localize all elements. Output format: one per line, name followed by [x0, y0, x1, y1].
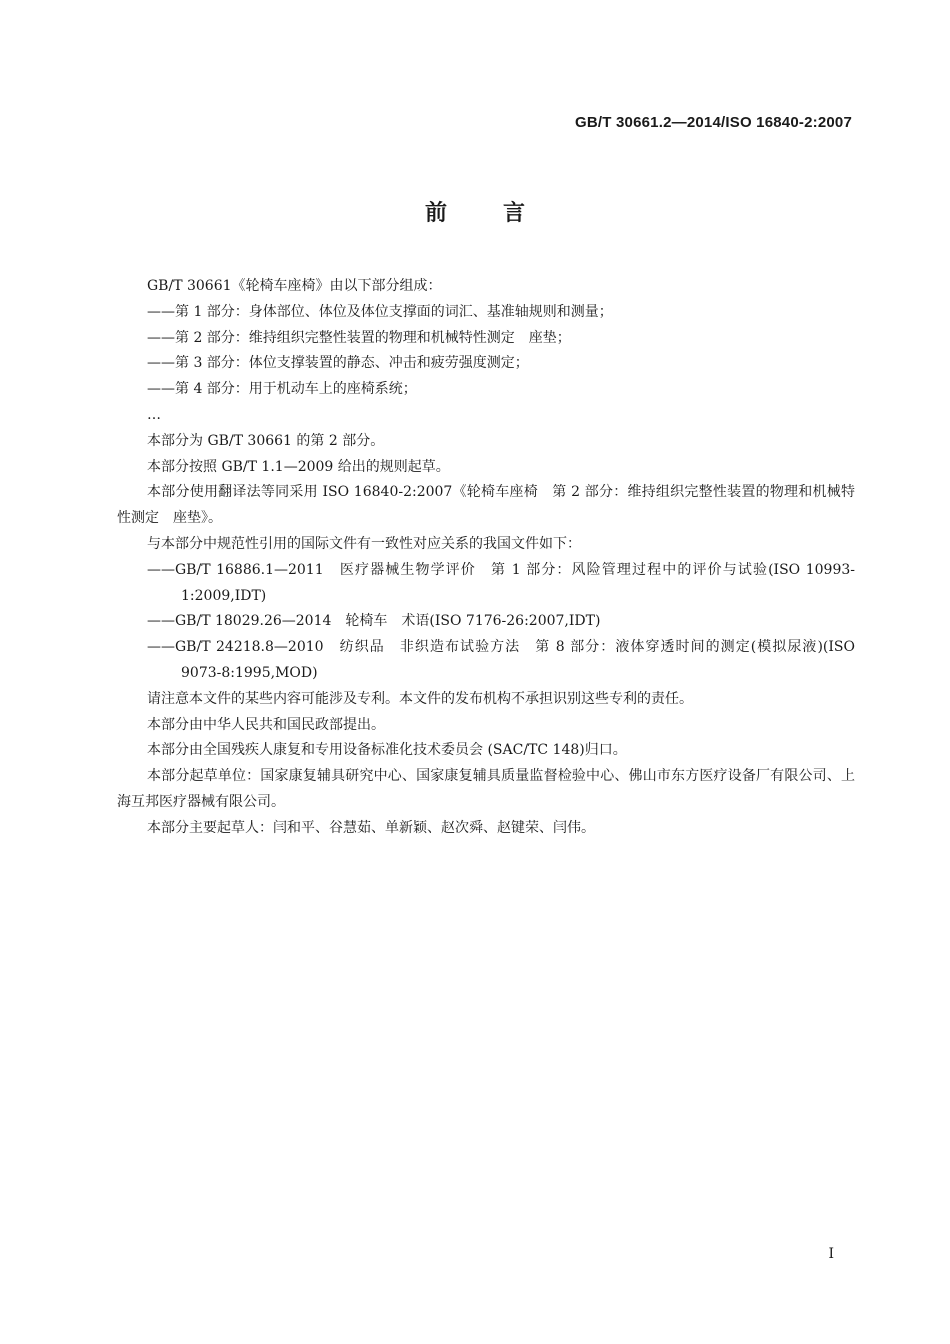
foreword-body	[117, 274, 855, 842]
intro-paragraph: GB/T 30661《轮椅车座椅》由以下部分组成：	[147, 278, 442, 294]
part-item-4: ——第 4 部分：用于机动车上的座椅系统；	[147, 381, 417, 398]
paragraph-drafting-rules: 本部分按照 GB/T 1.1—2009 给出的规则起草。	[147, 458, 450, 475]
page-title: 前言	[424, 201, 581, 226]
page-number: I	[828, 1246, 834, 1262]
paragraph-part-of: 本部分为 GB/T 30661 的第 2 部分。	[147, 432, 385, 449]
parts-ellipsis: …	[147, 406, 161, 423]
part-item-3: ——第 3 部分：体位支撑装置的静态、冲击和疲劳强度测定；	[147, 355, 529, 372]
reference-item-2: ——GB/T 18029.26—2014 轮椅车 术语(ISO 7176-26:2007,IDT)	[147, 613, 601, 630]
reference-item-1: ——GB/T 16886.1—2011 医疗器械生物学评价 第 1 部分：风险管理过程中的评价与试验(ISO 10993-1:2009,IDT)	[147, 561, 855, 604]
reference-item-3: ——GB/T 24218.8—2010 纺织品 非织造布试验方法 第 8 部分：液体穿透时间的测定(模拟尿液)(ISO 9073-8:1995,MOD)	[147, 639, 855, 681]
standard-number-header: GB/T 30661.2—2014/ISO 16840-2:2007	[575, 114, 852, 131]
part-item-2: ——第 2 部分：维持组织完整性装置的物理和机械特性测定 座垫；	[147, 329, 571, 346]
paragraph-adoption: 本部分使用翻译法等同采用 ISO 16840-2:2007《轮椅车座椅 第 2 部分：维持组织完整性装置的物理和机械特性测定 座垫》。	[117, 484, 855, 527]
paragraph-under-jurisdiction: 本部分由全国残疾人康复和专用设备标准化技术委员会 (SAC/TC 148)归口。	[147, 742, 627, 759]
paragraph-proposed-by: 本部分由中华人民共和国民政部提出。	[147, 716, 385, 733]
paragraph-references-intro: 与本部分中规范性引用的国际文件有一致性对应关系的我国文件如下：	[147, 535, 581, 552]
paragraph-drafting-organizations: 本部分起草单位：国家康复辅具研究中心、国家康复辅具质量监督检验中心、佛山市东方医疗设备厂有限公司、上海互邦医疗器械有限公司。	[117, 768, 855, 810]
paragraph-drafters: 本部分主要起草人：闫和平、谷慧茹、单新颖、赵次舜、赵键荣、闫伟。	[147, 819, 595, 836]
paragraph-patent-notice: 请注意本文件的某些内容可能涉及专利。本文件的发布机构不承担识别这些专利的责任。	[147, 690, 693, 707]
part-item-1: ——第 1 部分：身体部位、体位及体位支撑面的词汇、基准轴规则和测量；	[147, 303, 613, 320]
